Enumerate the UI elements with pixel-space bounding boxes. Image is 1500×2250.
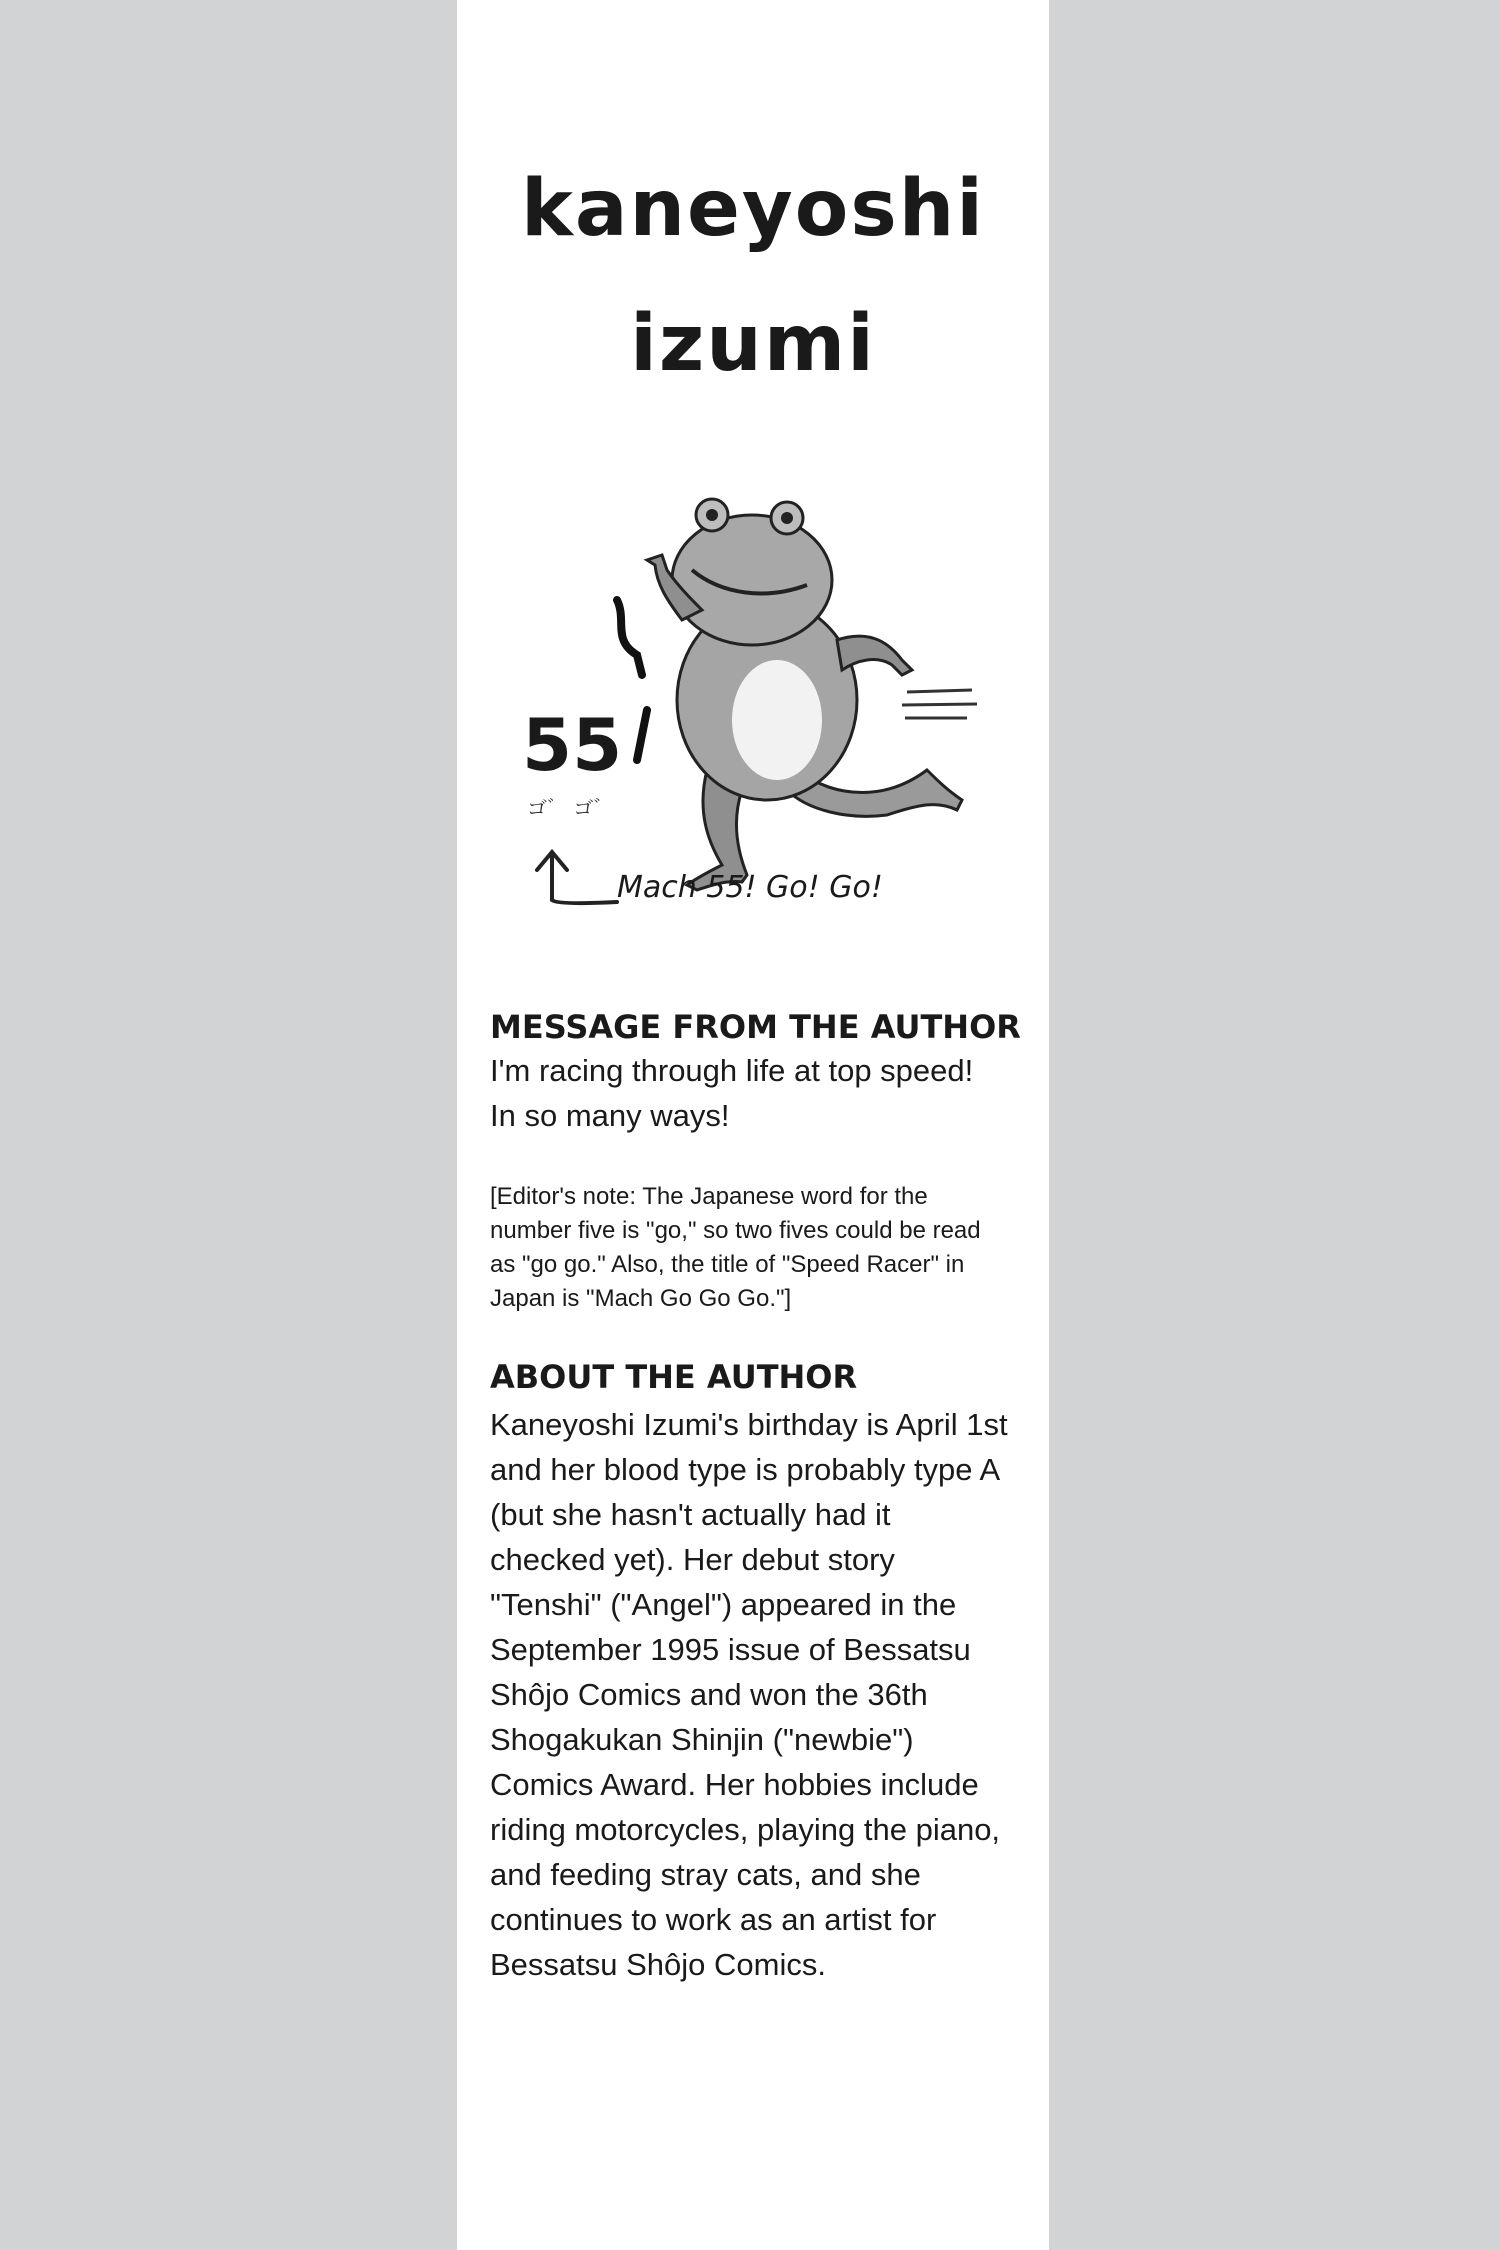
running-frog-illustration [507,470,1007,930]
frog-belly [732,660,822,780]
sign-55: 55 [522,703,623,787]
arrow-icon [537,852,617,903]
about-text: Kaneyoshi Izumi's birthday is April 1st and her blood type is probably type A (but she hasn't actually had it checked yet). Her debut story "Tenshi" ("Angel") appeared in the September 1995 issue of Bessatsu Shôjo Comics and won the 36th Shogakukan Shinjin ("newbie") Comics Award. Her hobbies include riding motorcycles, playing the piano, and feeding stray cats, and she continues to work as an artist for Bessatsu Shôjo Comics. [490,1407,1008,1982]
message-heading: MESSAGE FROM THE AUTHOR [490,1008,1021,1046]
about-heading: ABOUT THE AUTHOR [490,1358,858,1396]
sfx-go-go: ゴ゛ ゴ゛ [527,796,614,820]
speed-lines [902,690,977,718]
frog-head [672,515,832,645]
content-column [457,0,1049,2250]
editor-note: [Editor's note: The Japanese word for the number five is "go," so two fives could be read as "go go." Also, the title of "Speed Racer" in Japan is "Mach Go Go Go."] [490,1183,981,1312]
illustration-caption: Mach 55! Go! Go! [617,870,883,905]
author-last-name: izumi [630,299,876,389]
author-first-name: kaneyoshi [520,164,986,254]
message-text: I'm racing through life at top speed! In so many ways! [490,1053,974,1133]
